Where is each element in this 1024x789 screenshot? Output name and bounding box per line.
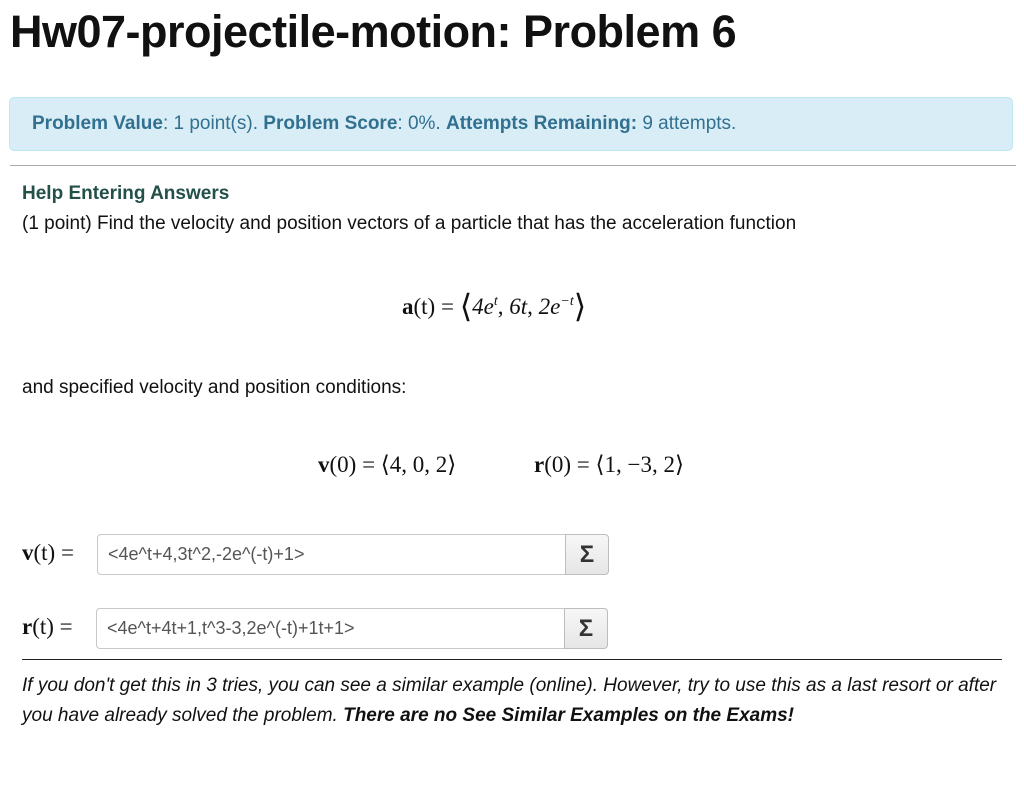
velocity-answer-input[interactable]: <4e^t+4,3t^2,-2e^(-t)+1> bbox=[97, 534, 566, 575]
r-symbol: r bbox=[22, 614, 33, 639]
accel-component-1-exp: t bbox=[493, 294, 498, 309]
attempts-remaining-text: 9 attempts. bbox=[637, 113, 737, 134]
position-answer-label bbox=[22, 614, 73, 640]
conditions-statement: and specified velocity and position conditions: bbox=[22, 377, 407, 398]
footer-divider bbox=[22, 659, 1002, 660]
velocity-answer-label bbox=[22, 540, 74, 566]
r-label-rest: (t) = bbox=[32, 614, 73, 639]
accel-lhs: (t) = bbox=[413, 294, 460, 319]
acceleration-equation: $a(t) = ⟨4e^t$, 6t, $2e^{-t}⟩$ bbox=[402, 288, 587, 324]
problem-score-label: Problem Score bbox=[263, 113, 398, 134]
r0-rest: (0) = ⟨1, −3, 2⟩ bbox=[544, 452, 684, 477]
problem-score-text: : 0%. bbox=[397, 113, 446, 134]
exam-warning: There are no See Similar Examples on the Exams! bbox=[343, 705, 795, 726]
problem-value-text: : 1 point(s). bbox=[162, 113, 264, 134]
velocity-equation-editor-button[interactable]: Σ bbox=[565, 534, 609, 575]
accel-component-3: 2e bbox=[538, 294, 561, 319]
attempts-remaining-label: Attempts Remaining: bbox=[445, 113, 638, 134]
problem-statement: (1 point) Find the velocity and position vectors of a particle that has the acceleration function bbox=[22, 213, 797, 234]
v0-rest: (0) = ⟨4, 0, 2⟩ bbox=[329, 452, 457, 477]
position-initial-condition bbox=[534, 452, 684, 478]
r0-symbol: r bbox=[534, 452, 545, 477]
accel-component-3-exp: −t bbox=[560, 294, 574, 309]
page-title: Hw07-projectile-motion: Problem 6 bbox=[10, 6, 737, 57]
accel-symbol: a bbox=[402, 294, 414, 319]
similar-example-text: If you don't get this in 3 tries, you can see a similar example (online). However, try to use this as a last resort or after you have already solved the problem. bbox=[22, 675, 997, 726]
problem-body bbox=[10, 166, 1016, 741]
v-symbol: v bbox=[22, 540, 34, 565]
help-entering-answers-link[interactable]: Help Entering Answers bbox=[22, 183, 230, 204]
similar-example-note bbox=[22, 671, 1007, 731]
problem-info-banner bbox=[9, 97, 1013, 151]
right-angle-bracket: ⟩ bbox=[573, 288, 587, 324]
accel-component-1: 4e bbox=[472, 294, 494, 319]
v0-symbol: v bbox=[318, 452, 330, 477]
problem-value-label: Problem Value bbox=[32, 113, 163, 134]
velocity-initial-condition bbox=[318, 452, 456, 478]
position-answer-input[interactable]: <4e^t+4t+1,t^3-3,2e^(-t)+1t+1> bbox=[96, 608, 565, 649]
v-label-rest: (t) = bbox=[33, 540, 74, 565]
left-angle-bracket: ⟨ bbox=[459, 288, 473, 324]
position-equation-editor-button[interactable]: Σ bbox=[564, 608, 608, 649]
accel-component-2: 6t bbox=[509, 294, 528, 319]
